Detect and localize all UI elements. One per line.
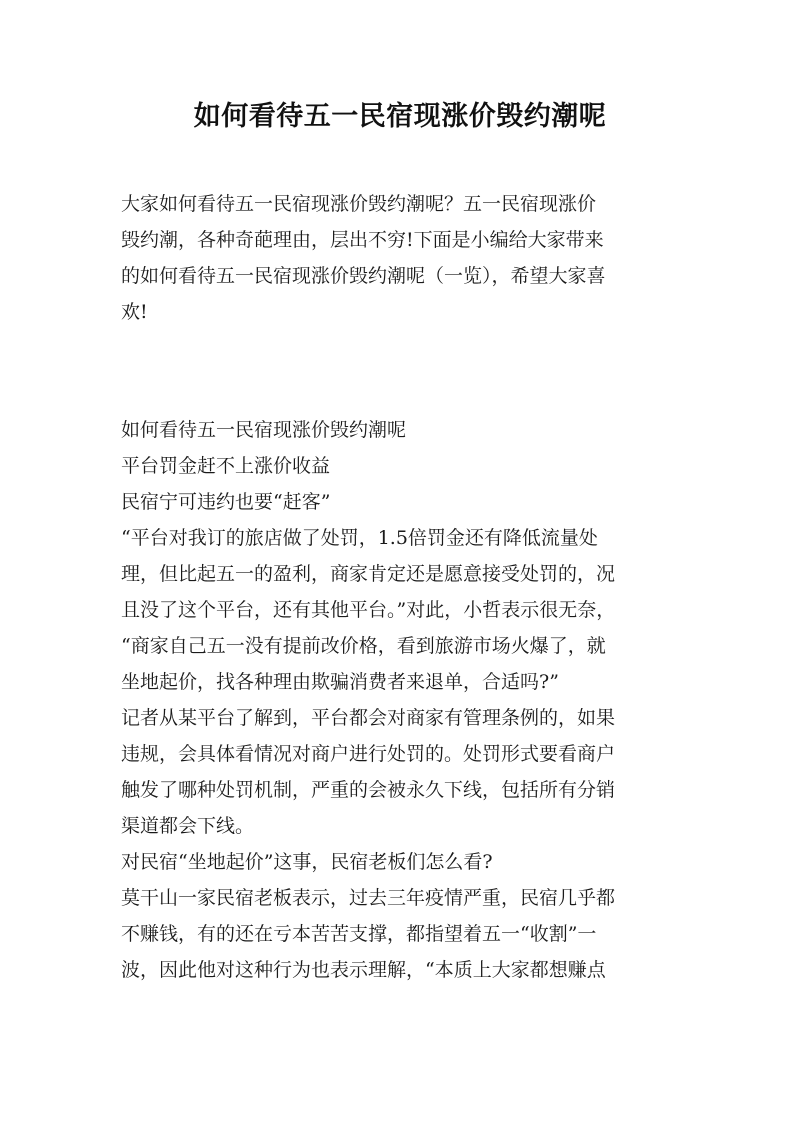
- text-line: 且没了这个平台，还有其他平台。”对此，小哲表示很无奈，: [121, 599, 616, 621]
- text-line: 理，但比起五一的盈利，商家肯定还是愿意接受处罚的，况: [121, 563, 616, 585]
- subheading: 民宿宁可违约也要“赶客”: [121, 491, 331, 513]
- text-line: 大家如何看待五一民宿现涨价毁约潮呢？五一民宿现涨价: [121, 193, 597, 215]
- text-line: “商家自己五一没有提前改价格，看到旅游市场火爆了，就: [121, 635, 606, 657]
- document-title: 如何看待五一民宿现涨价毁约潮呢: [193, 101, 607, 132]
- subheading: 如何看待五一民宿现涨价毁约潮呢: [121, 419, 407, 441]
- subheading: 平台罚金赶不上涨价收益: [121, 455, 331, 477]
- text-line: 波，因此他对这种行为也表示理解，“本质上大家都想赚点: [121, 959, 606, 981]
- article-body: [121, 412, 691, 988]
- text-line: 毁约潮，各种奇葩理由，层出不穷!下面是小编给大家带来: [121, 229, 604, 251]
- text-line: 的如何看待五一民宿现涨价毁约潮呢（一览），希望大家喜: [121, 265, 606, 287]
- text-line: “平台对我订的旅店做了处罚，1.5倍罚金还有降低流量处: [121, 527, 598, 549]
- text-line: 触发了哪种处罚机制，严重的会被永久下线，包括所有分销: [121, 779, 616, 801]
- text-line: 莫干山一家民宿老板表示，过去三年疫情严重，民宿几乎都: [121, 887, 616, 909]
- text-line: 渠道都会下线。: [121, 815, 255, 837]
- text-line: 记者从某平台了解到，平台都会对商家有管理条例的，如果: [121, 707, 616, 729]
- text-line: 坐地起价，找各种理由欺骗消费者来退单，合适吗?”: [121, 671, 559, 693]
- text-line: 欢!: [121, 301, 148, 323]
- intro-paragraph: [121, 186, 691, 330]
- text-line: 不赚钱，有的还在亏本苦苦支撑，都指望着五一“收割”一: [121, 923, 597, 945]
- text-line: 对民宿“坐地起价”这事，民宿老板们怎么看?: [121, 851, 493, 873]
- text-line: 违规，会具体看情况对商户进行处罚的。处罚形式要看商户: [121, 743, 616, 765]
